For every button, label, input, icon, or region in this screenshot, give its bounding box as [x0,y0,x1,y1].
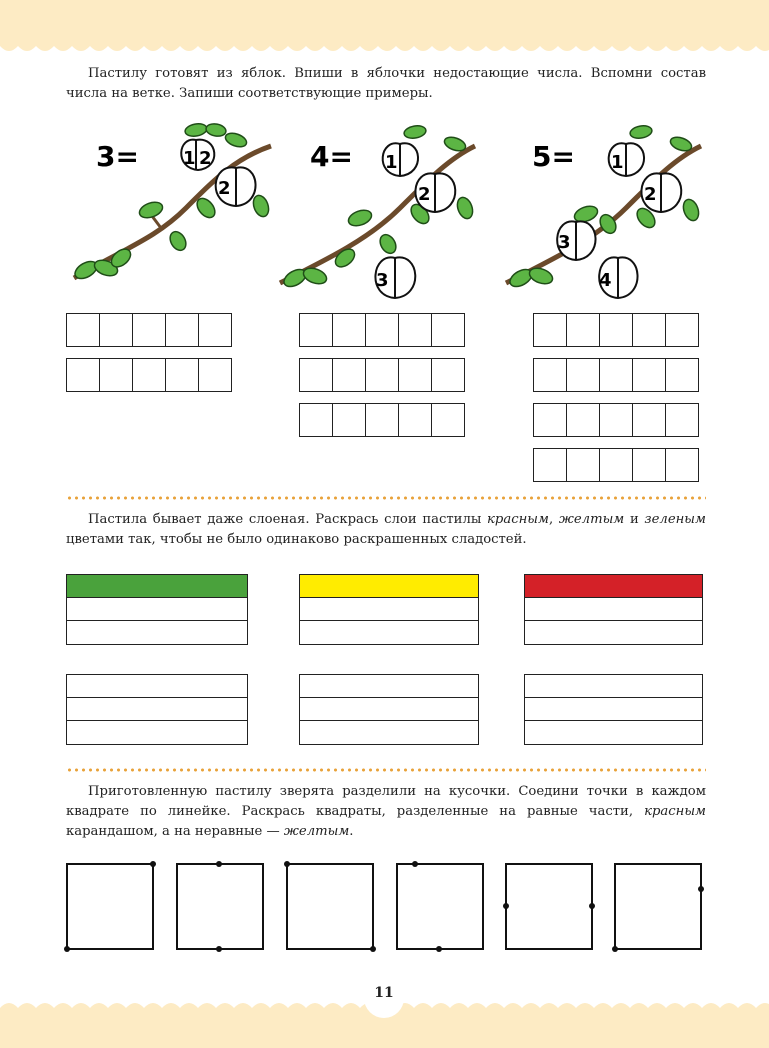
branch-label: 3= [96,140,139,173]
apple-left-number: 1 [385,152,398,173]
connect-dot[interactable] [284,861,290,867]
answer-row-4-1[interactable] [299,313,465,347]
task2-instructions: Пастила бывает даже слоеная. Раскрась слои пастилы красным, желтым и зеленым цветами так, чтобы не было одинаково раскрашенных сладостей. [66,512,706,547]
layered-pastila-1[interactable] [66,574,248,645]
connect-dot[interactable] [698,886,704,892]
branch-label: 5= [532,140,575,173]
answer-row-5-2[interactable] [533,358,699,392]
connect-dot[interactable] [370,946,376,952]
layer-bottom[interactable] [67,721,247,744]
answer-row-3-1[interactable] [66,313,232,347]
apple-left-number: 3 [376,270,389,291]
connect-dot[interactable] [612,946,618,952]
apple-left-number: 2 [218,178,231,199]
square-4[interactable] [396,863,484,950]
answer-row-4-2[interactable] [299,358,465,392]
answer-row-3-2[interactable] [66,358,232,392]
apple-left-number: 1 [183,148,196,169]
word-yellow: желтым [283,824,350,839]
connect-dot[interactable] [589,903,595,909]
layer-bottom[interactable] [67,621,247,644]
apple-branch-5 [496,118,711,303]
layered-pastila-2[interactable] [299,574,479,645]
layer-bottom[interactable] [525,721,702,744]
layered-pastila-6[interactable] [524,674,703,745]
layer-top[interactable] [300,675,478,698]
apple-right-number: 2 [199,148,212,169]
layered-pastila-5[interactable] [299,674,479,745]
page-number: 11 [364,978,404,1018]
layer-middle[interactable] [525,698,702,721]
answer-row-5-1[interactable] [533,313,699,347]
connect-dot[interactable] [216,946,222,952]
layer-bottom[interactable] [300,721,478,744]
layer-top[interactable] [525,675,702,698]
square-5[interactable] [505,863,593,950]
apple-left-number: 2 [644,184,657,205]
apple-left-number: 3 [558,232,571,253]
layer-top-colored[interactable] [67,575,247,598]
branch-label: 4= [310,140,353,173]
layer-middle[interactable] [67,698,247,721]
section-divider [66,768,706,772]
word-green: зеленым [644,512,706,527]
layer-middle[interactable] [300,598,478,621]
apple-left-number: 1 [611,152,624,173]
square-6[interactable] [614,863,702,950]
answer-row-5-4[interactable] [533,448,699,482]
layer-middle[interactable] [300,698,478,721]
top-scallop-border [0,40,769,54]
apple-branch-3 [66,118,286,298]
connect-dot[interactable] [216,861,222,867]
layer-middle[interactable] [67,598,247,621]
task3-instructions: Приготовленную пастилу зверята разделили на кусочки. Соедини точки в каждом квадрате по линейке. Раскрась квадраты, разделенные на равные части, красным карандашом, а на неравные — желтым. [66,784,706,839]
word-red: красным [487,512,549,527]
layered-pastila-3[interactable] [524,574,703,645]
layer-bottom[interactable] [525,621,702,644]
apple-left-number: 2 [418,184,431,205]
layer-bottom[interactable] [300,621,478,644]
connect-dot[interactable] [503,903,509,909]
connect-dot[interactable] [436,946,442,952]
answer-row-5-3[interactable] [533,403,699,437]
task1-instructions: Пастилу готовят из яблок. Впиши в яблочки недостающие числа. Вспомни состав числа на ветке. Запиши соответствующие примеры. [66,66,706,101]
square-3[interactable] [286,863,374,950]
answer-row-4-3[interactable] [299,403,465,437]
layer-middle[interactable] [525,598,702,621]
layered-pastila-4[interactable] [66,674,248,745]
connect-dot[interactable] [412,861,418,867]
word-red: красным [644,804,706,819]
square-1[interactable] [66,863,154,950]
apple-left-number: 4 [599,270,612,291]
apple-branch-4 [270,118,490,303]
word-yellow: желтым [558,512,625,527]
connect-dot[interactable] [150,861,156,867]
layer-top[interactable] [67,675,247,698]
layer-top-colored[interactable] [525,575,702,598]
connect-dot[interactable] [64,946,70,952]
square-2[interactable] [176,863,264,950]
layer-top-colored[interactable] [300,575,478,598]
section-divider [66,496,706,500]
